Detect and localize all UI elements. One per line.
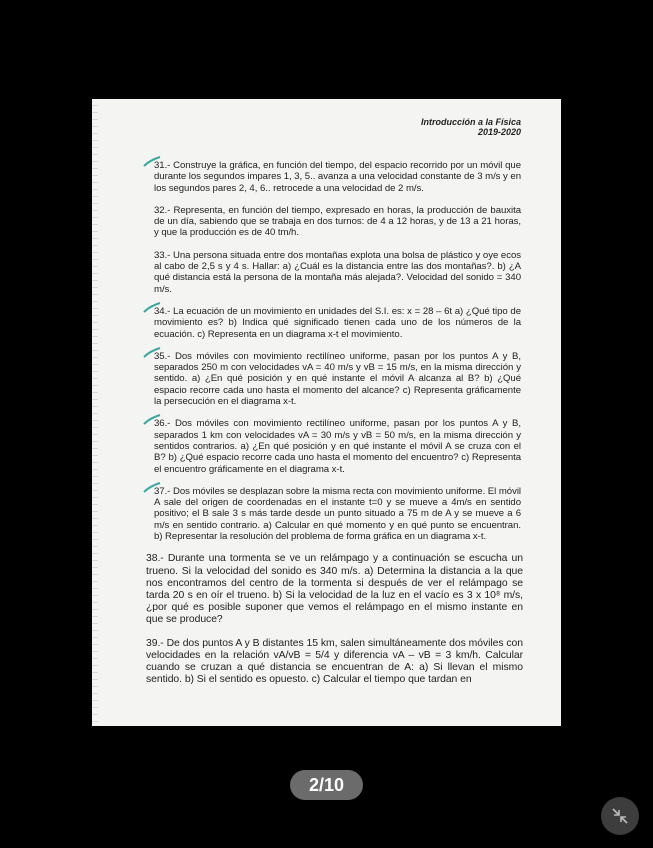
- problem-text: 39.- De dos puntos A y B distantes 15 km, salen simultáneamente dos móviles con velocidades en la relación vA/vB = 5/4 y diferencia vA – vB = 3 km/h. Calcular cuando se cruzan a qué distancia se encuentran de A: a) Si llevan el mismo sentido. b) Si el sentido es opuesto. c) Calcular el tiempo que tardan en: [146, 637, 523, 686]
- problem-38: [146, 553, 523, 626]
- collapse-arrows-icon: [610, 806, 630, 826]
- check-mark-icon: [142, 302, 162, 314]
- problem-text: 32.- Representa, en función del tiempo, expresado en horas, la producción de bauxita de un día, sabiendo que se trabaja en dos turnos: de 4 a 12 horas, y de 13 a 21 horas, y que la producción es de 40 tm/h.: [154, 204, 521, 239]
- problem-34: [154, 306, 521, 340]
- problem-36: [154, 418, 521, 474]
- problem-31: [154, 160, 521, 194]
- problem-text: 36.- Dos móviles con movimiento rectilíneo uniforme, pasan por los puntos A y B, separados 1 km con velocidades vA = 30 m/s y vB = 50 m/s, en la misma dirección y sentidos contrarios. a) ¿En qué posición y en qué instante el móvil A se cruza con el B? b) ¿Qué espacio recorre cada uno hasta el momento del encuentro? c) Representa el encuentro gráficamente en el diagrama x-t.: [154, 418, 521, 475]
- problem-32: [154, 205, 521, 239]
- problem-39: [146, 638, 523, 687]
- problem-text: 35.- Dos móviles con movimiento rectilíneo uniforme, pasan por los puntos A y B, separados 250 m con velocidades vA = 40 m/s y vB = 15 m/s, en la misma dirección y sentido. a) ¿En qué posición y en qué instante el móvil A alcanza al B? b) ¿Qué espacio recorre cada uno hasta el momento del alcance? c) Representa gráficamente la persecución en el diagrama x-t.: [154, 350, 521, 408]
- check-mark-icon: [142, 156, 162, 168]
- problem-text: 33.- Una persona situada entre dos montañas explota una bolsa de plástico y oye ecos al cabo de 2,5 s y 4 s. Hallar: a) ¿Cuál es la distancia entre las dos montañas?. b) ¿A qué distancia está la persona de la montaña más alejada?. Velocidad del sonido = 340 m/s.: [154, 249, 521, 295]
- problem-text: 34.- La ecuación de un movimiento en unidades del S.I. es: x = 28 – 6t a) ¿Qué tipo de movimiento es? b) Indica qué significado tienen cada uno de los números de la ecuación. c) Representa en un diagrama x-t el movimiento.: [154, 305, 521, 340]
- academic-year: 2019-2020: [477, 127, 521, 137]
- page-indicator: 2/10: [290, 770, 363, 800]
- problem-text: 37.- Dos móviles se desplazan sobre la misma recta con movimiento uniforme. El móvil A sale del origen de coordenadas en el instante t=0 y se mueve a 4m/s en sentido positivo; el B sale 3 s más tarde desde un punto situado a 75 m de A y se mueve a 6 m/s en sentido contrario. a) Calcular en qué momento y en qué punto se encuentran. b) Representar la resolución del problema de forma gráfica en un diagrama x-t.: [154, 485, 521, 543]
- problem-35: [154, 351, 521, 407]
- problem-37: [154, 486, 521, 542]
- check-mark-icon: [142, 482, 162, 494]
- check-mark-icon: [142, 347, 162, 359]
- problem-33: [154, 250, 521, 295]
- problem-text: 38.- Durante una tormenta se ve un relámpago y a continuación se escucha un trueno. Si la velocidad del sonido es 340 m/s. a) Determina la distancia a la que nos encontramos del centro de la tormenta si después de ver el relámpago se tarda 20 s en oír el trueno. b) Si la velocidad de la luz en el vacío es 3 x 10⁸ m/s, ¿por qué es posible suponer que vemos el relámpago en el mismo instante en que se produce?: [146, 553, 523, 626]
- document-header: [154, 117, 521, 137]
- course-title: Introducción a la Física: [420, 117, 521, 127]
- check-mark-icon: [142, 414, 162, 426]
- binder-holes: [92, 99, 98, 726]
- problem-text: 31.- Construye la gráfica, en función del tiempo, del espacio recorrido por un móvil que durante los segundos impares 1, 3, 5.. avanza a una velocidad constante de 3 m/s y en los segundos pares 2, 4, 6.. retrocede a una velocidad de 2 m/s.: [154, 160, 521, 194]
- document-page: [92, 99, 561, 726]
- exit-fullscreen-button[interactable]: [601, 797, 639, 835]
